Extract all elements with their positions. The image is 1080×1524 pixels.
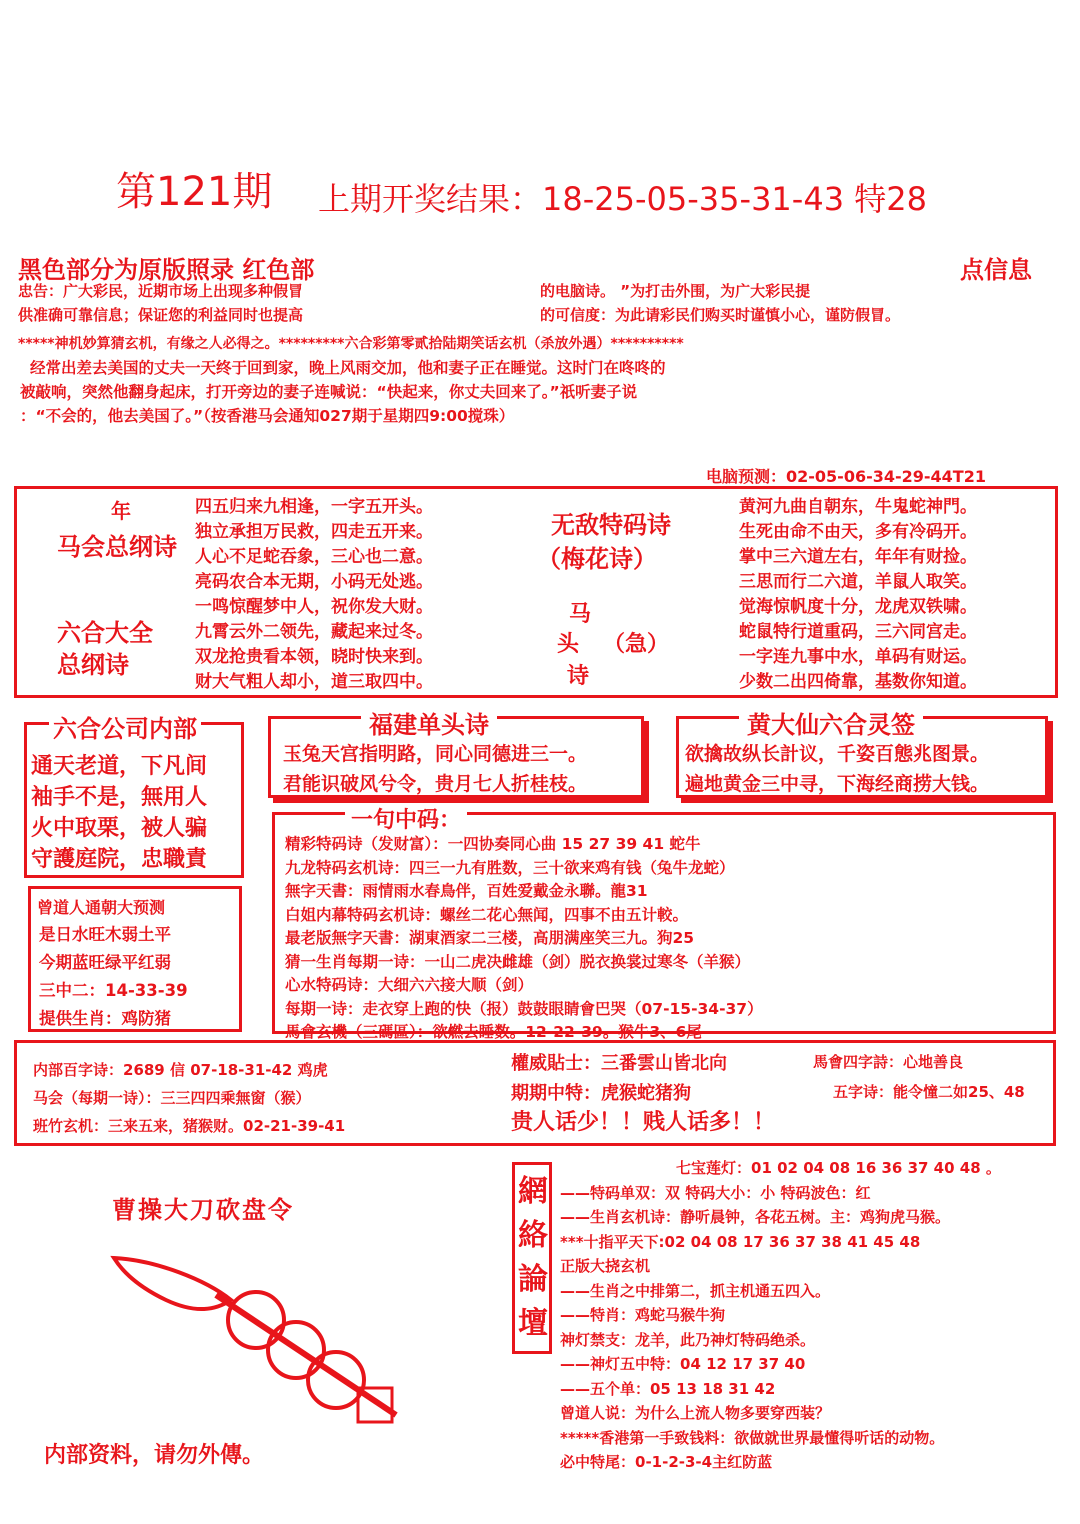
ceng-daoren-lines [39,921,188,1033]
poem-right-lines [739,495,977,695]
bottom-right-line-2a: 期期中特：虎猴蛇猪狗 [511,1083,691,1104]
poem-right-line: 掌中三六道左右，年年有财捡。 [739,547,977,567]
liuhe-company-line: 守護庭院，忠職責 [31,847,208,872]
one-sentence-lines [285,833,763,1045]
notice-line2-left: 供准确可靠信息；保证您的利益同时也提高 [18,306,304,324]
poem-mid-ma: 马 [569,602,592,627]
huangdaxian-title: 黄大仙六合灵签 [739,705,923,740]
ceng-daoren-line: 三中二：14-33-39 [39,981,188,1000]
one-sentence-line: 白姐内幕特码玄机诗：螺丝二花心無闻，四事不由五计較。 [285,905,689,924]
notice-line1-left: 忠告：广大彩民，近期市场上出现多种假冒 [18,282,304,300]
knife-illustration [96,1240,426,1430]
last-result: 上期开奖结果：18-25-05-35-31-43 特28 [318,180,927,218]
one-sentence-line: 每期一诗：走衣穿上跑的快（报）鼓鼓眼睛會巴哭（07-15-34-37） [285,999,763,1018]
knife-footer: 内部资料，请勿外傳。 [44,1443,265,1468]
liuhe-company-box [24,715,244,878]
poem-left-line: 亮码农合本无期，小码无处逃。 [195,572,433,592]
forum-line: ——五个单：05 13 18 31 42 [560,1379,776,1398]
huangdaxian-box [676,711,1048,798]
fujian-title: 福建单头诗 [361,705,497,740]
one-sentence-box [272,808,1056,1041]
poem-left-title-1a: 年 [111,499,131,523]
poem-left-title-1b: 马会总纲诗 [57,533,177,561]
forum-line: ——特码单双：双 特码大小：小 特码波色：红 [560,1183,871,1202]
forum-line: 神灯禁支：龙羊，此乃神灯特码绝杀。 [560,1330,816,1349]
poem-left-line: 独立承担万民救，四走五开来。 [195,522,433,542]
huangdaxian-line-2: 遍地黄金三中寻，下海经商捞大钱。 [685,773,990,795]
poem-mid-title-2: （梅花诗） [537,545,657,573]
liuhe-company-line: 通天老道，下凡间 [31,754,208,779]
forum-line: 七宝莲灯：01 02 04 08 16 36 37 40 48 。 [676,1159,1001,1177]
poem-right-line: 蛇鼠特行道重码，三六同宫走。 [739,622,977,642]
fujian-line-2: 君能识破风兮令，贵月七人折桂枝。 [283,773,588,795]
poem-right-line: 少数二出四倚靠，基数你知道。 [739,672,977,692]
poem-left-title-2a: 六合大全 [57,619,153,647]
forum-line: ——生肖之中排第二，抓主机通五四入。 [560,1281,831,1300]
forum-line: ——特肖：鸡蛇马猴牛狗 [560,1306,726,1324]
story-line-3: ：“不会的，他去美国了。”（按香港马会通知027期于星期四9:00搅珠） [20,407,515,425]
notice-banner: *****神机妙算猜玄机，有缘之人必得之。*********六合彩第零贰拾陆期笑话玄机（杀放外遇）********** [18,336,684,352]
ceng-daoren-line: 提供生肖：鸡防猪 [39,1009,171,1028]
poem-left-line: 双龙抢贵看本领，晓时快来到。 [195,647,433,667]
liuhe-company-lines [31,751,207,875]
poem-left-line: 四五归来九相逢，一字五开头。 [195,497,433,517]
forum-line: ——生肖玄机诗：静听晨钟，各花五树。主：鸡狗虎马猴。 [560,1208,951,1226]
forum-line: *****香港第一手致钱料：欲做就世界最懂得听话的动物。 [560,1428,945,1447]
poem-right-line: 觉海惊帆度十分，龙虎双铁啸。 [739,597,977,617]
poem-right-line: 黄河九曲自朝东，牛鬼蛇神門。 [739,497,977,517]
poem-left-line: 九霄云外二领先，藏起来过冬。 [195,622,433,642]
bottom-info-box [14,1040,1056,1146]
poem-left-lines [195,495,433,695]
poem-mid-shi: 诗 [567,664,590,689]
bottom-right-line-3: 贵人话少！！贱人话多！！ [511,1110,776,1135]
bottom-left-line-2: 马会（每期一诗）：三三四四乘無窗（猴） [33,1089,311,1107]
forum-line: 曾道人说：为什么上流人物多要穿西装？ [560,1404,831,1422]
bottom-right-line-1b: 馬會四字詩：心地善良 [813,1053,964,1071]
ceng-daoren-box [28,886,242,1032]
forum-label: 網絡論壇 [518,1174,548,1341]
one-sentence-line: 精彩特码诗（发财富）：一四协奏同心曲 15 27 39 41 蛇牛 [285,835,701,853]
notice-title-left: 黑色部分为原版照录 红色部 [18,256,315,284]
forum-lines [560,1156,1001,1475]
story-line-2: 被敲响，突然他翻身起床，打开旁边的妻子连喊说：“快起来，你丈夫回来了。”祇听妻子说 [20,383,638,401]
liuhe-company-line: 袖手不是，無用人 [31,785,208,810]
ceng-daoren-line: 是日水旺木弱土平 [39,925,171,944]
one-sentence-line: 無字天書：雨情雨水春鳥伴，百姓爱戴金永聯。龍31 [285,882,648,900]
poem-left-line: 一鸣惊醒梦中人，祝你发大财。 [195,597,433,617]
one-sentence-line: 心水特码诗：大细六六接大顺（剑） [285,976,534,994]
one-sentence-title: 一句中码： [345,803,467,834]
knife-title: 曹操大刀砍盘令 [112,1196,294,1224]
one-sentence-line: 最老版無字天書：湖東酒家二三楼，高朋满座笑三九。狗25 [285,929,695,947]
bottom-right-line-2b: 五字诗：能令憧二如25、48 [833,1083,1025,1101]
forum-line: ***十指平天下:02 04 08 17 36 37 38 41 45 48 [560,1232,921,1251]
liuhe-company-title: 六合公司内部 [49,709,201,744]
one-sentence-line: 九龙特码玄机诗：四三一九有胜数，三十欲来鸡有钱（兔牛龙蛇） [285,858,735,877]
poem-right-line: 生死由命不由天，多有冷码开。 [739,522,977,542]
poem-right-line: 一字连九事中水，单码有财运。 [739,647,977,667]
ceng-daoren-line: 今期蓝旺绿平红弱 [39,953,171,972]
poem-box [14,486,1058,698]
poem-mid-tou: 头 [557,632,580,657]
computer-prediction: 电脑预测：02-05-06-34-29-44T21 [706,467,986,486]
notice-title-right: 点信息 [960,256,1032,284]
poem-left-title-2b: 总纲诗 [57,651,129,679]
fujian-box [268,711,644,798]
ceng-daoren-title: 曾道人通朝大预测 [37,898,166,917]
poem-mid-title-1: 无敌特码诗 [551,511,671,539]
huangdaxian-line-1: 欲擒故纵长計议，千姿百態兆图景。 [685,743,990,765]
poem-left-line: 财大气粗人却小，道三取四中。 [195,672,433,692]
forum-line: 必中特尾：0-1-2-3-4主红防蓝 [560,1453,773,1471]
notice-line2-right: 的可信度：为此请彩民们购买时谨慎小心，谨防假冒。 [540,306,901,324]
poem-mid-ji: （急） [603,632,670,657]
knife-grip-shape [216,1295,396,1415]
poem-left-line: 人心不足蛇吞象，三心也二意。 [195,547,433,567]
bottom-right-line-1a: 權威貼士：三番雲山皆北向 [511,1053,727,1074]
bottom-left-line-3: 班竹玄机：三来五来，猪猴财。02-21-39-41 [33,1117,346,1135]
fujian-line-1: 玉兔天宫指明路，同心同德进三一。 [283,743,588,765]
issue-number: 第121期 [116,169,273,215]
liuhe-company-line: 火中取栗，被人骗 [31,816,208,841]
notice-line1-right: 的电脑诗。 ”为打击外围，为广大彩民提 [540,282,811,300]
one-sentence-line: 猜一生肖每期一诗：一山二虎决雌雄（剑）脱衣换裳过寒冬（羊猴） [285,952,751,971]
knife-ring-shape [308,1352,364,1408]
forum-line: 正版大挠玄机 [560,1257,651,1275]
knife-blade-shape [114,1258,231,1309]
forum-line: ——神灯五中特：04 12 17 37 40 [560,1355,806,1373]
story-line-1: 经常出差去美国的丈夫一天终于回到家，晚上风雨交加，他和妻子正在睡觉。这时门在咚咚的 [30,359,666,377]
poem-right-line: 三思而行二六道，羊鼠人取笑。 [739,572,977,592]
one-sentence-line: 馬會玄機（三碼區）：欲燃去睡数。12-22-39。猴牛3、6尾 [285,1023,702,1041]
bottom-left-line-1: 内部百字诗：2689 信 07-18-31-42 鸡虎 [33,1061,328,1079]
